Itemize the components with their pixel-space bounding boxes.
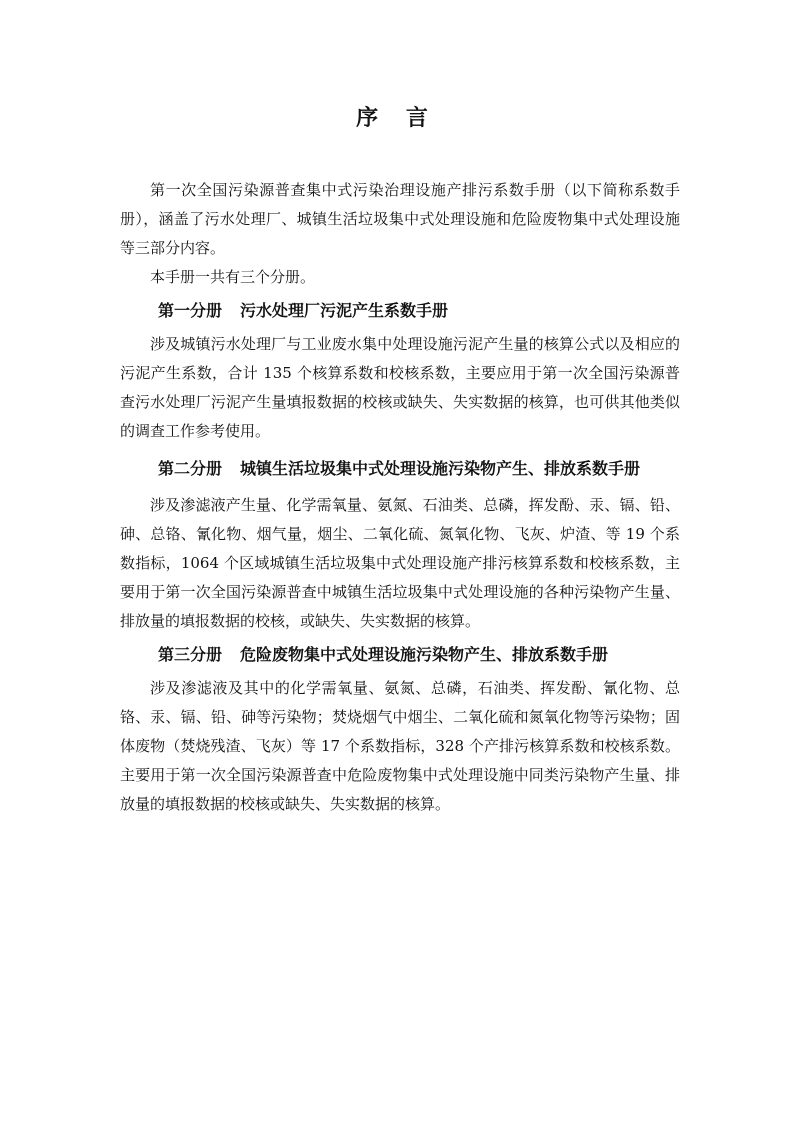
section-name: 危险废物集中式处理设施污染物产生、排放系数手册 [240,645,609,664]
intro-paragraph: 第一次全国污染源普查集中式污染治理设施产排污系数手册（以下简称系数手册），涵盖了污水处理厂、城镇生活垃圾集中式处理设施和危险废物集中式处理设施等三部分内容。 [120,181,680,257]
section-heading-2 [120,446,680,491]
section-heading-3 [120,636,680,674]
section-paragraph-1: 涉及城镇污水处理厂与工业废水集中处理设施污泥产生量的核算公式以及相应的污泥产生系数，合计 135 个核算系数和校核系数，主要应用于第一次全国污染源普查污水处理厂污泥产生量填报数据的校核或缺失、失实数据的核算，也可供其他类似的调查工作参考使用。 [120,335,680,440]
section-label: 第二分册 [158,459,223,478]
section-name: 城镇生活垃圾集中式处理设施污染物产生、排放系数手册 [240,459,641,478]
page-title: 序 言 [356,105,438,131]
section-heading-1 [120,292,680,330]
section-label: 第一分册 [158,301,223,320]
section-paragraph-2: 涉及渗滤液产生量、化学需氧量、氨氮、石油类、总磷，挥发酚、汞、镉、铅、砷、总铬、氰化物、烟气量，烟尘、二氧化硫、氮氧化物、飞灰、炉渣、等 19 个系数指标，1064 个区域城镇生活垃圾集中式处理设施产排污核算系数和校核系数，主要用于第一次全国污染源普查中城镇生活垃圾集中式处理设施的各种污染物产生量、排放量的填报数据的校核，或缺失、失实数据的核算。 [120,496,680,630]
section-label: 第三分册 [158,645,223,664]
section-name: 污水处理厂污泥产生系数手册 [240,301,449,320]
section-paragraph-3: 涉及渗滤液及其中的化学需氧量、氨氮、总磷，石油类、挥发酚、氰化物、总铬、汞、镉、铅、砷等污染物；焚烧烟气中烟尘、二氧化硫和氮氧化物等污染物；固体废物（焚烧残渣、飞灰）等 17 个系数指标，328 个产排污核算系数和校核系数。主要用于第一次全国污染源普查中危险废物集中式处理设施中同类污染物产生量、排放量的填报数据的校核或缺失、失实数据的核算。 [120,679,680,813]
intro-paragraph: 本手册一共有三个分册。 [150,268,316,286]
document-body [120,176,680,819]
